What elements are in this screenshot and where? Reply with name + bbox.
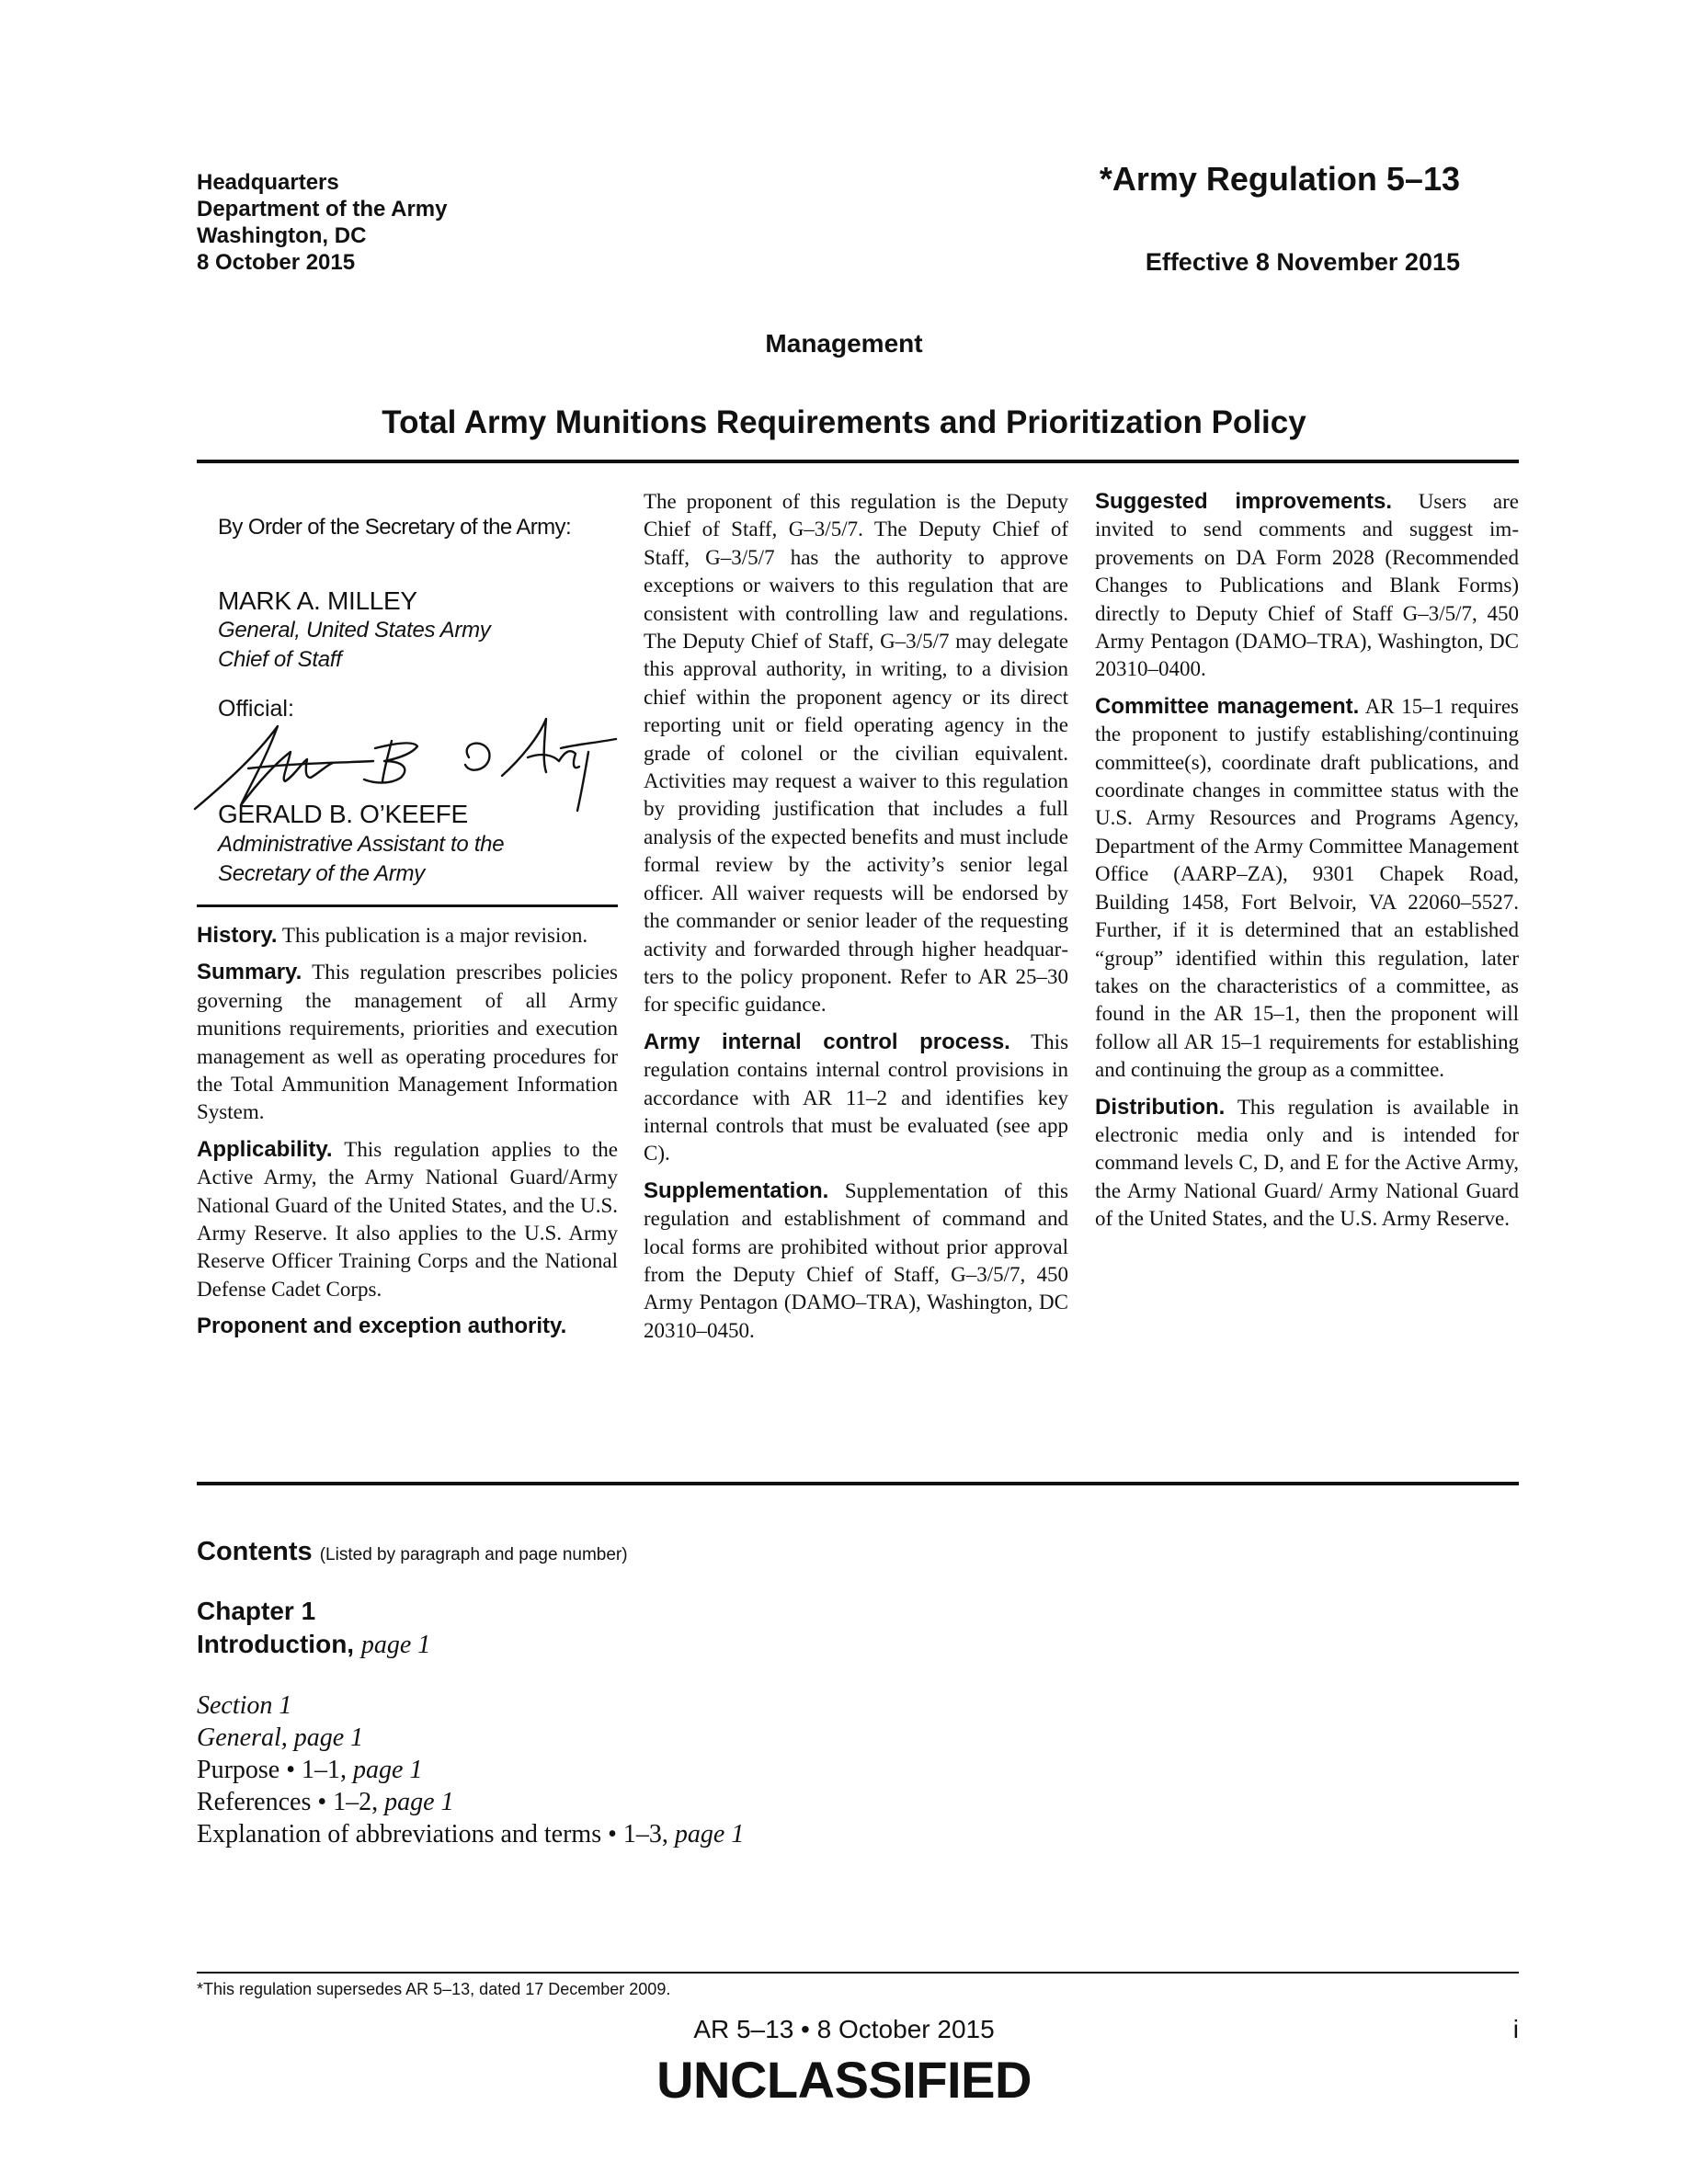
improvements-paragraph — [1095, 488, 1519, 684]
category-heading: Management — [765, 329, 923, 358]
summary-text: This regulation prescribes policies governing the management of all Army munitions requirements, priorities and execution management as well as operating procedures for the Total Ammunition Management Information System. — [197, 961, 618, 1124]
toc-entry-title: Purpose • 1–1, — [197, 1756, 348, 1784]
table-of-contents — [197, 1537, 744, 1850]
distribution-heading: Distribution. — [1095, 1094, 1226, 1120]
section-label: Section 1 — [197, 1691, 292, 1720]
admin-title-line-1: Administrative Assistant to the — [218, 832, 505, 857]
issue-date: 8 October 2015 — [197, 250, 356, 275]
org-line-city: Washington, DC — [197, 223, 367, 248]
committee-heading: Committee management. — [1095, 693, 1360, 719]
toc-entry-page: page 1 — [384, 1788, 454, 1816]
signature-divider — [197, 904, 618, 907]
org-line-department: Department of the Army — [197, 197, 448, 222]
history-text: This publication is a major revision. — [281, 924, 588, 947]
by-order-line: By Order of the Secretary of the Army: — [218, 515, 572, 540]
supplementation-text: Supplementation of this regulation and establishment of command and local forms are prohibited without prior approval from the Deputy Chief of Staff, G–3/5/7, 450 Army Pentagon (DAMO–TRA), Washington, DC 20310–0450. — [644, 1178, 1068, 1342]
history-paragraph — [197, 922, 618, 950]
summary-heading: Summary. — [197, 960, 302, 985]
toc-entry[interactable] — [197, 1786, 744, 1818]
summary-paragraph — [197, 959, 618, 1126]
proponent-heading-paragraph — [197, 1313, 618, 1340]
toc-entry-page: page 1 — [353, 1756, 423, 1784]
chief-title-position: Chief of Staff — [218, 647, 342, 672]
administrative-assistant-title — [218, 830, 504, 889]
internal-control-paragraph — [644, 1029, 1068, 1168]
internal-control-heading: Army internal control process. — [644, 1029, 1010, 1054]
applicability-paragraph — [197, 1136, 618, 1303]
committee-paragraph — [1095, 693, 1519, 1085]
page-number: i — [1512, 2015, 1519, 2043]
contents-title: Contents — [197, 1537, 313, 1566]
classification-marking: UNCLASSIFIED — [656, 2051, 1032, 2109]
chief-name: MARK A. MILLEY — [218, 586, 417, 615]
issuing-office-block — [197, 169, 447, 276]
supplementation-paragraph — [644, 1177, 1068, 1345]
admin-title-line-2: Secretary of the Army — [218, 861, 425, 886]
toc-entry-title: Explanation of abbreviations and terms • 1–3, — [197, 1820, 668, 1848]
contents-divider — [197, 1482, 1519, 1485]
section-title[interactable]: General, page 1 — [197, 1723, 364, 1752]
proponent-heading: Proponent and exception authority. — [197, 1314, 567, 1339]
contents-note: (Listed by paragraph and page number) — [319, 1545, 628, 1564]
page-identifier: AR 5–13 • 8 October 2015 — [693, 2015, 995, 2043]
chapter-label: Chapter 1 — [197, 1597, 316, 1625]
toc-entry-page: page 1 — [674, 1820, 745, 1848]
proponent-paragraph — [644, 488, 1068, 1019]
chapter-title-line — [197, 1628, 744, 1662]
effective-date: Effective 8 November 2015 — [1145, 248, 1460, 276]
distribution-paragraph — [1095, 1094, 1519, 1234]
signature-block — [218, 515, 571, 675]
toc-entry[interactable] — [197, 1754, 744, 1786]
improvements-text: Users are invited to send comments and suggest improvements on DA Form 2028 (Recommended Changes to Publications and Blank Forms) directly to Deputy Chief of Staff G–3/5/7, 450 Army Pentagon (DAMO–TRA), Washington, DC 20310–0400. — [1095, 490, 1519, 681]
administrative-assistant-name: GERALD B. O’KEEFE — [218, 800, 468, 828]
contents-heading — [197, 1537, 744, 1567]
chief-title-rank: General, United States Army — [218, 618, 491, 643]
title-divider — [197, 460, 1519, 463]
document-title: Total Army Munitions Requirements and Prioritization Policy — [382, 404, 1306, 440]
section-entries — [197, 1689, 744, 1850]
applicability-heading: Applicability. — [197, 1136, 333, 1162]
official-label: Official: — [218, 696, 294, 722]
improvements-heading: Suggested improvements. — [1095, 489, 1393, 514]
toc-entry-title: References • 1–2, — [197, 1788, 379, 1816]
chapter-page[interactable]: page 1 — [360, 1631, 431, 1659]
chapter-entry — [197, 1595, 744, 1662]
proponent-text: The proponent of this regulation is the Deputy Chief of Staff, G–3/5/7. The Deputy Chief of Staff, G–3/5/7 has the authority to approve exceptions or waivers to this regulation that are consistent with controlling law and regulations. The Deputy Chief of Staff, G–3/5/7 may delegate this approval authority, in writing, to a division chief within the proponent agency or its direct reporting unit or field operating agency in the grade of colonel or the civilian equivalent. Activities may request a waiver to this regulation by providing justification that includes a full analysis of the expected benefits and must include formal review by the activity’s senior legal officer. All waiver requests will be endorsed by the commander or senior leader of the requesting activity and forwarded through higher headquarters to the policy proponent. Refer to AR 25–30 for specific guidance. — [644, 490, 1068, 1017]
internal-control-text: This regulation contains internal control provisions in accordance with AR 11–2 and identifies key internal controls that must be evaluated (see app C). — [644, 1029, 1069, 1166]
regulation-number: *Army Regulation 5–13 — [1099, 160, 1460, 198]
org-line-hq: Headquarters — [197, 170, 339, 195]
front-matter-column-1 — [197, 922, 618, 1350]
chapter-title[interactable]: Introduction, — [197, 1630, 355, 1658]
supersession-footnote: *This regulation supersedes AR 5–13, dated 17 December 2009. — [197, 1980, 671, 1998]
history-heading: History. — [197, 923, 278, 948]
front-matter-column-2 — [644, 488, 1068, 1354]
distribution-text: This regulation is available in electronic media only and is intended for command levels C, D, and E for the Active Army, the Army National Guard/ Army National Guard of the United States, and the U.S. Army Reserve. — [1095, 1095, 1519, 1231]
applicability-text: This regulation applies to the Active Army, the Army National Guard/Army National Guard of the United States, and the U.S. Army Reserve. It also applies to the U.S. Army Reserve Officer Training Corps and the National Defense Cadet Corps. — [197, 1137, 618, 1301]
front-matter-column-3 — [1095, 488, 1519, 1243]
footnote-divider — [197, 1972, 1519, 1974]
toc-entry[interactable] — [197, 1818, 744, 1850]
supplementation-heading: Supplementation. — [644, 1177, 829, 1203]
committee-text: AR 15–1 requires the proponent to justify establishing/continuing committee(s), coordinate draft publications, and coordinate changes in committee status with the U.S. Army Resources and Programs Agency, Department of the Army Committee Management Office (AARP–ZA), 9301 Chapek Road, Building 1458, Fort Belvoir, VA 22060–5527. Further, if it is determined that an established “group” identified within this regulation, later takes on the characteristics of a committee, as found in the AR 15–1, then the proponent will follow all AR 15–1 requirements for establishing and continuing the group as a committee. — [1095, 694, 1520, 1082]
